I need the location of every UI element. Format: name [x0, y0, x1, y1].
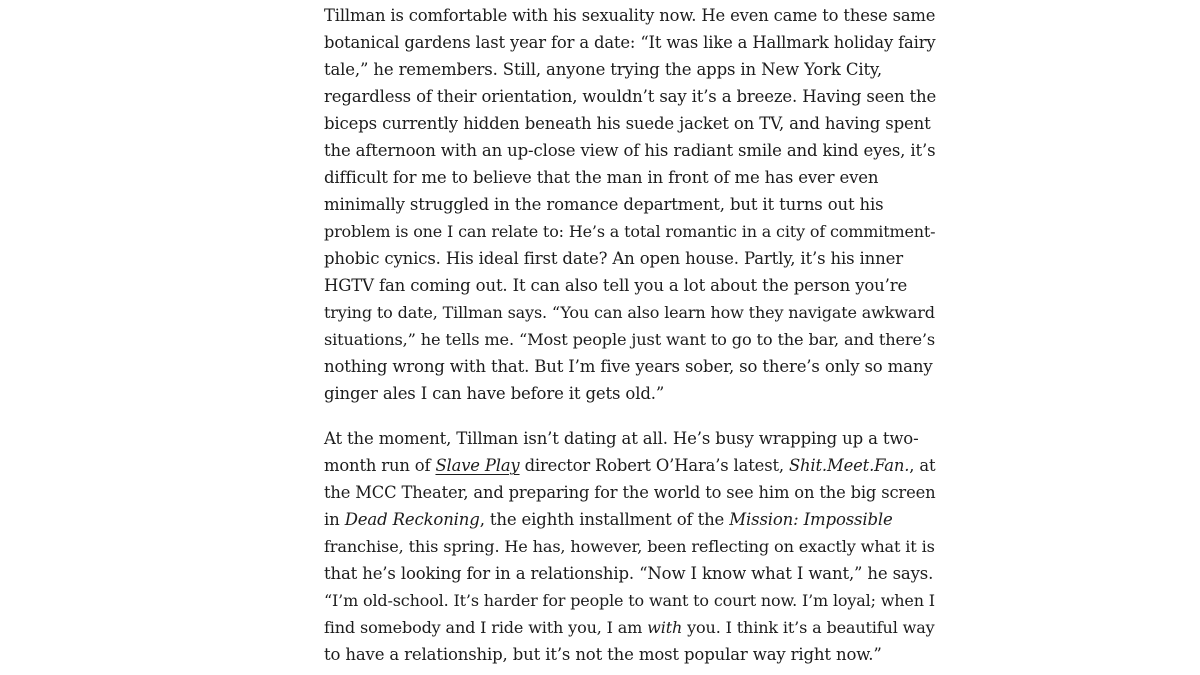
- text-segment: in: [324, 510, 345, 529]
- text-segment: , the eighth installment of the: [479, 510, 730, 529]
- text-line: the afternoon with an up-close view of his radiant smile and kind eyes, it’s: [324, 141, 936, 160]
- paragraph-1: [324, 2, 937, 407]
- text-line: to have a relationship, but it’s not the most popular way right now.”: [324, 645, 882, 664]
- italic-title: Dead Reckoning: [344, 510, 480, 529]
- text-line: “I’m old-school. It’s harder for people to want to court now. I’m loyal; when I: [324, 591, 935, 610]
- text-line: At the moment, Tillman isn’t dating at all. He’s busy wrapping up a two-: [324, 429, 919, 448]
- italic-title: Shit.Meet.Fan.: [788, 456, 910, 475]
- text-line: phobic cynics. His ideal first date? An open house. Partly, it’s his inner: [324, 249, 903, 268]
- text-line: difficult for me to believe that the man in front of me has ever even: [324, 168, 879, 187]
- text-line: regardless of their orientation, wouldn’t say it’s a breeze. Having seen the: [324, 87, 937, 106]
- text-line: botanical gardens last year for a date: “It was like a Hallmark holiday fairy: [324, 33, 936, 52]
- article-body: [324, 2, 937, 668]
- slave-play-link[interactable]: Slave Play: [435, 456, 520, 475]
- text-line: Tillman is comfortable with his sexuality now. He even came to these same: [324, 6, 936, 25]
- text-line: tale,” he remembers. Still, anyone trying the apps in New York City,: [324, 60, 883, 79]
- text-segment: you. I think it’s a beautiful way: [682, 618, 935, 637]
- text-line: [324, 506, 934, 533]
- text-line: [324, 614, 934, 641]
- text-line: nothing wrong with that. But I’m five years sober, so there’s only so many: [324, 357, 933, 376]
- text-line: that he’s looking for in a relationship. “Now I know what I want,” he says.: [324, 564, 934, 583]
- text-line: [324, 452, 934, 479]
- text-line: ginger ales I can have before it gets old.”: [324, 384, 665, 403]
- text-segment: director Robert O’Hara’s latest,: [519, 456, 789, 475]
- text-line: problem is one I can relate to: He’s a total romantic in a city of commitment-: [324, 222, 936, 241]
- text-segment: find somebody and I ride with you, I am: [324, 618, 648, 637]
- text-line: situations,” he tells me. “Most people just want to go to the bar, and there’s: [324, 330, 936, 349]
- text-line: biceps currently hidden beneath his suede jacket on TV, and having spent: [324, 114, 931, 133]
- text-line: HGTV fan coming out. It can also tell you a lot about the person you’re: [324, 276, 908, 295]
- text-segment: , at: [909, 456, 936, 475]
- text-segment: month run of: [324, 456, 436, 475]
- italic-emphasis: with: [647, 618, 683, 637]
- text-line: franchise, this spring. He has, however, been reflecting on exactly what it is: [324, 537, 935, 556]
- italic-title: Mission: Impossible: [729, 510, 893, 529]
- text-line: minimally struggled in the romance department, but it turns out his: [324, 195, 884, 214]
- text-line: the MCC Theater, and preparing for the world to see him on the big screen: [324, 483, 936, 502]
- text-line: trying to date, Tillman says. “You can also learn how they navigate awkward: [324, 303, 935, 322]
- paragraph-2: [324, 425, 934, 668]
